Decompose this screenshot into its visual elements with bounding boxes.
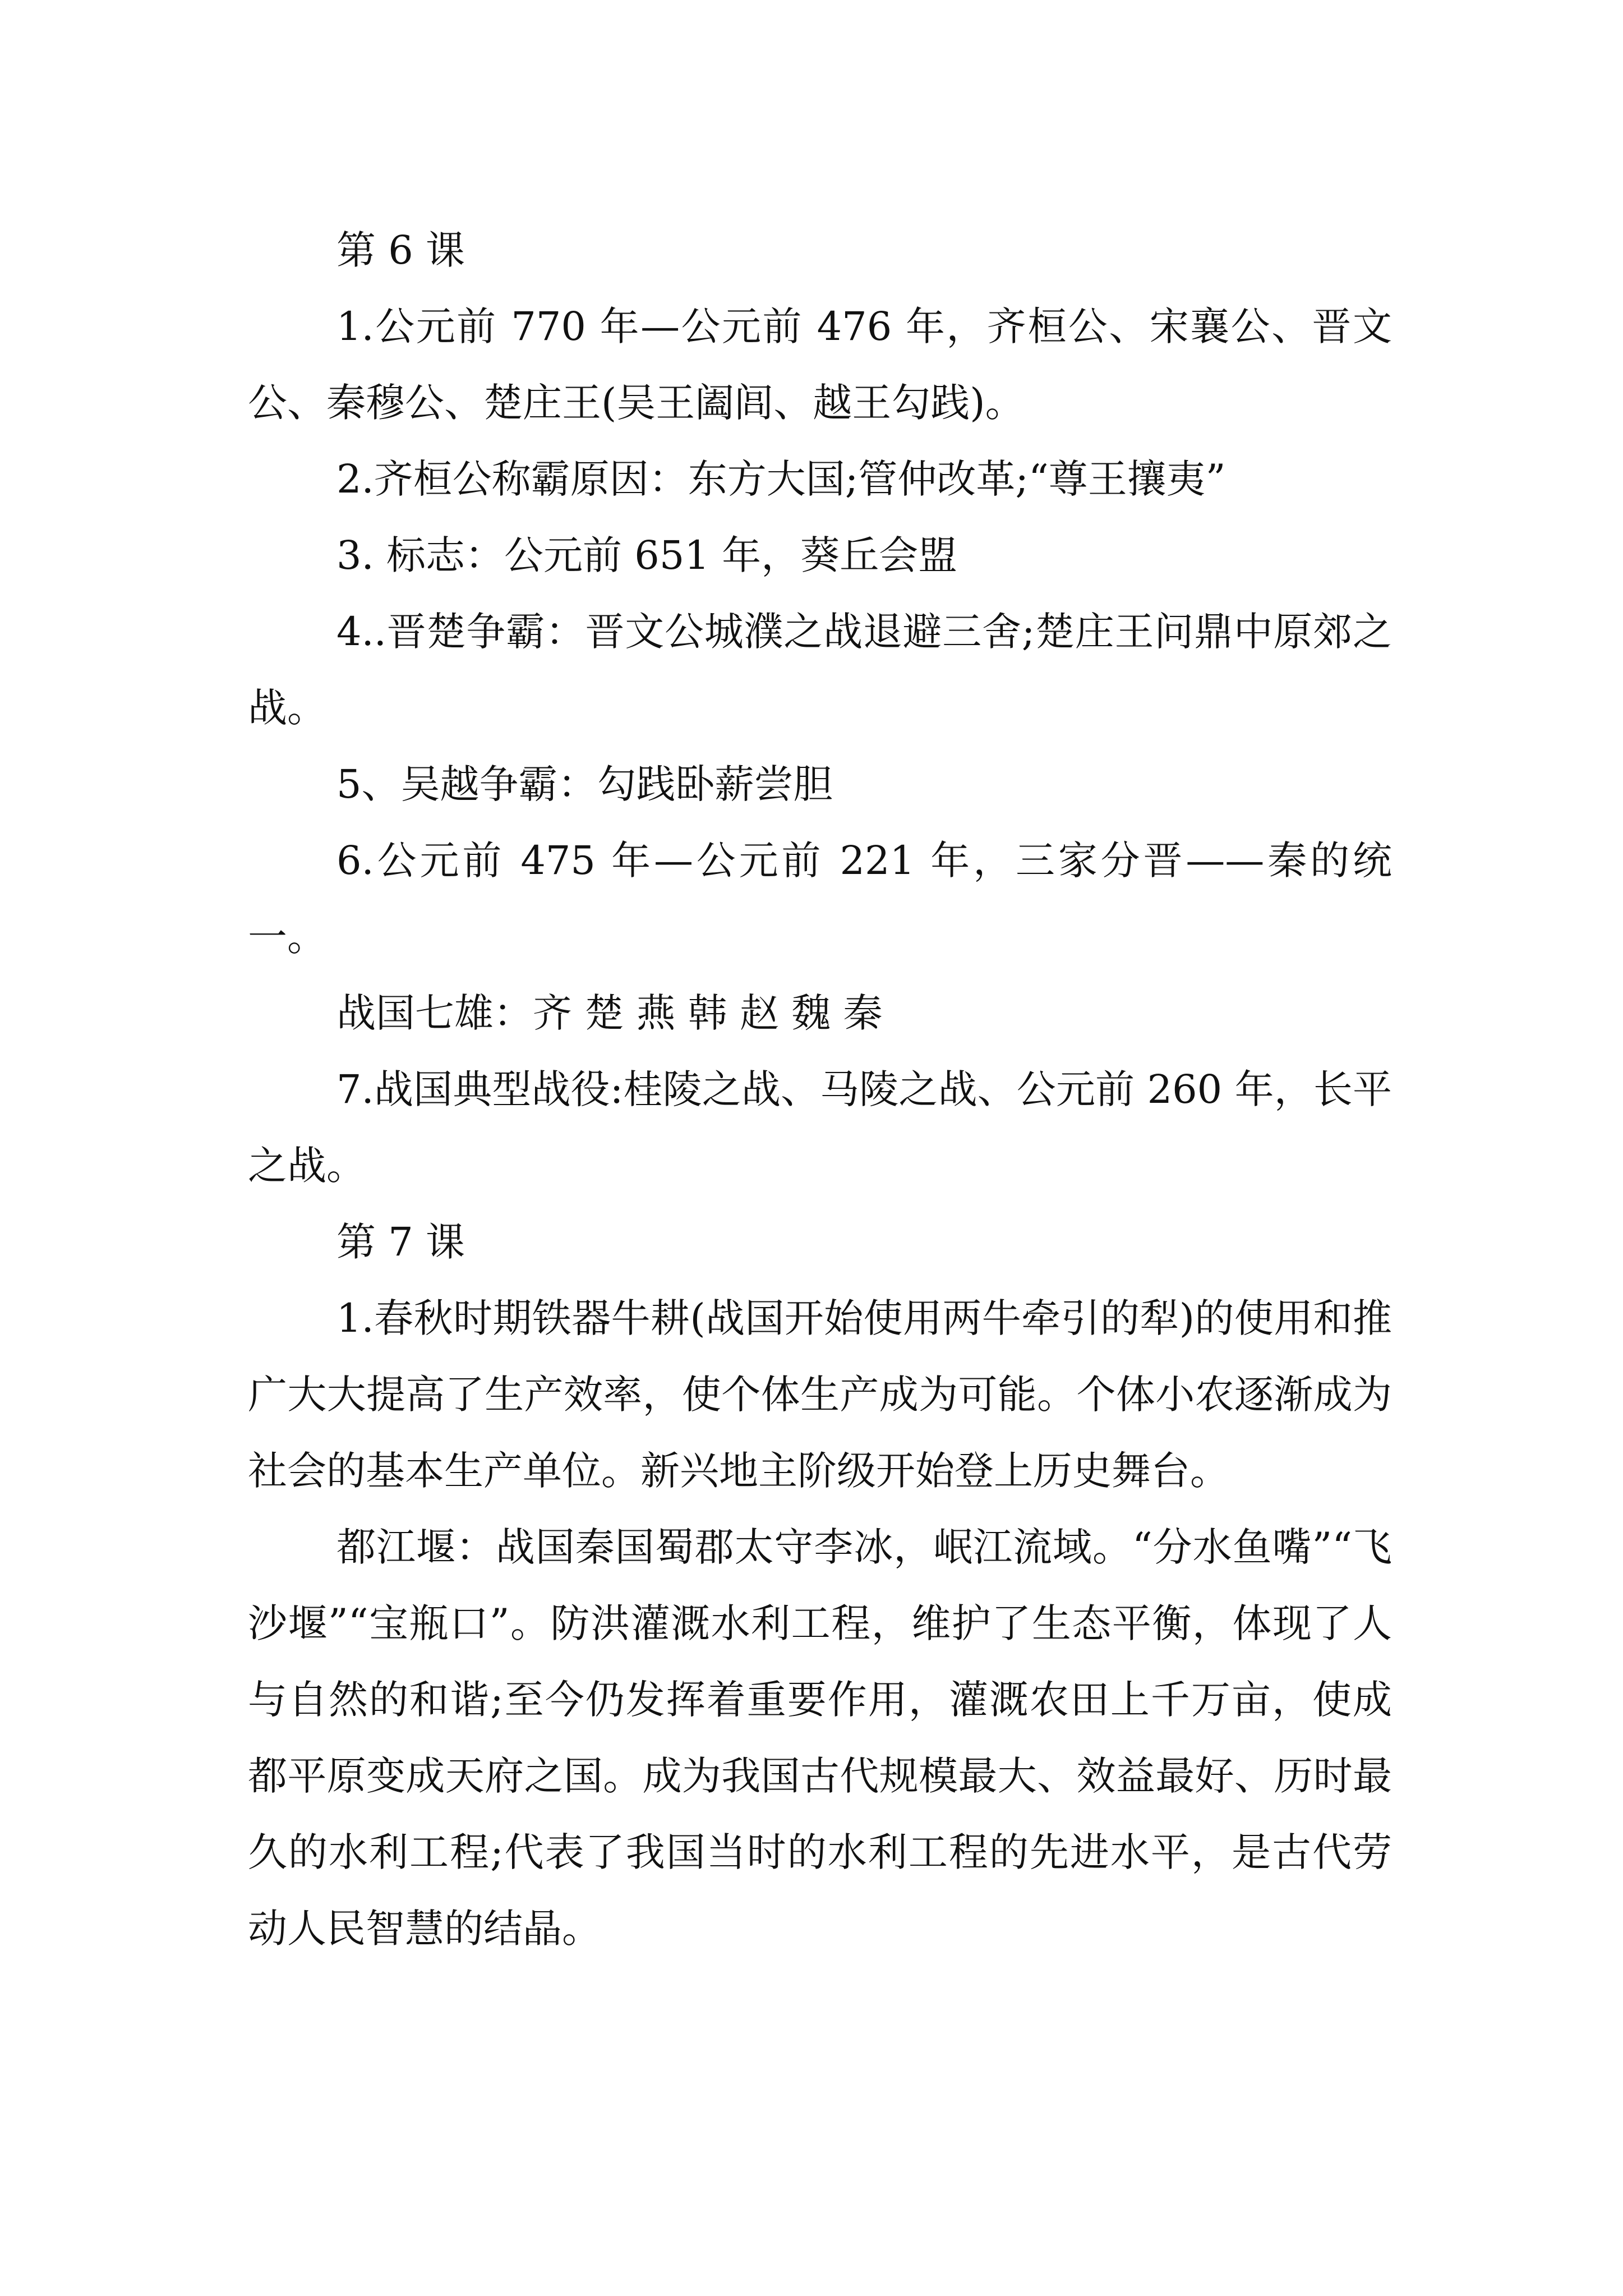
lesson-6-item-2: 2.齐桓公称霸原因：东方大国;管仲改革;“尊王攘夷” xyxy=(336,456,1226,502)
lesson-7-heading: 第 7 课 xyxy=(336,1219,465,1265)
warring-states-seven: 战国七雄：齐 楚 燕 韩 赵 魏 秦 xyxy=(336,990,883,1036)
lesson-6-heading: 第 6 课 xyxy=(336,227,465,273)
lesson-6-item-4: 4..晋楚争霸：晋文公城濮之战退避三舍;楚庄王问鼎中原郊之战。 xyxy=(248,609,1392,731)
dujiangyan-paragraph: 都江堰：战国秦国蜀郡太守李冰，岷江流域。“分水鱼嘴”“飞沙堰”“宝瓶口”。防洪灌溉水利工程，维护了生态平衡，体现了人与自然的和谐;至今仍发挥着重要作用，灌溉农田上千万亩，使成都平原变成天府之国。成为我国古代规模最大、效益最好、历时最久的水利工程;代表了我国当时的水利工程的先进水平，是古代劳动人民智慧的结晶。 xyxy=(248,1524,1392,1952)
document-body xyxy=(248,212,1392,1967)
lesson-6-item-5: 5、吴越争霸：勾践卧薪尝胆 xyxy=(336,761,833,807)
lesson-6-item-1: 1.公元前 770 年—公元前 476 年，齐桓公、宋襄公、晋文公、秦穆公、楚庄王(吴王阖闾、越王勾践)。 xyxy=(248,303,1392,426)
lesson-6-item-7: 7.战国典型战役:桂陵之战、马陵之战、公元前 260 年，长平之战。 xyxy=(248,1066,1392,1189)
lesson-6-item-6: 6.公元前 475 年—公元前 221 年，三家分晋——秦的统一。 xyxy=(248,838,1392,960)
lesson-7-item-1: 1.春秋时期铁器牛耕(战国开始使用两牛牵引的犁)的使用和推广大大提高了生产效率，使个体生产成为可能。个体小农逐渐成为社会的基本生产单位。新兴地主阶级开始登上历史舞台。 xyxy=(248,1295,1392,1494)
lesson-6-item-3: 3. 标志：公元前 651 年，葵丘会盟 xyxy=(336,532,958,578)
